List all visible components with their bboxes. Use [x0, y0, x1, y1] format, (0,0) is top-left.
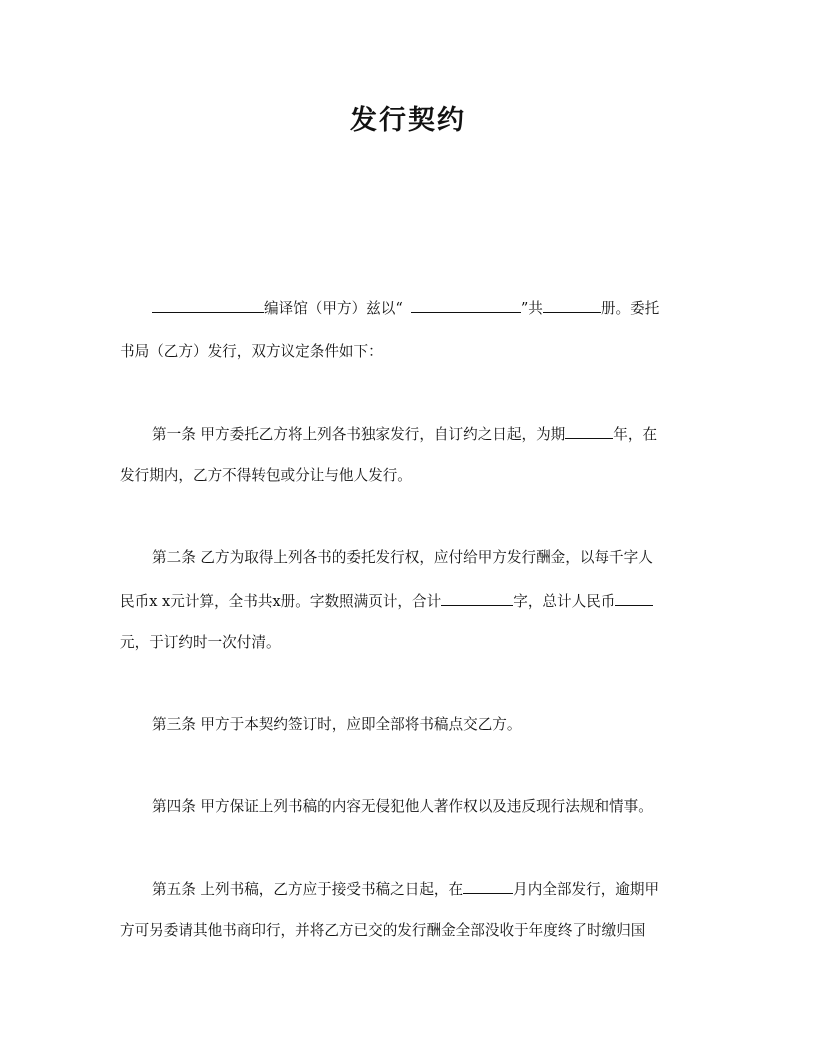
- blank-book-title: [411, 298, 521, 313]
- article-2-text-b: 字，总计人民币: [513, 593, 616, 610]
- article-2-line-1: 第二条 乙方为取得上列各书的委托发行权，应付给甲方发行酬金，以每千字人: [152, 549, 653, 566]
- preamble-text-a: 编译馆（甲方）兹以“: [264, 300, 403, 317]
- blank-months: [463, 879, 513, 894]
- article-1-line-2: 发行期内，乙方不得转包或分让与他人发行。: [120, 467, 412, 484]
- article-5-text-a: 第五条 上列书稿，乙方应于接受书稿之日起，在: [152, 881, 464, 898]
- article-3-line-1: 第三条 甲方于本契约签订时，应即全部将书稿点交乙方。: [152, 716, 522, 733]
- document-title: 发行契约: [350, 105, 466, 136]
- blank-total-amount: [615, 591, 653, 606]
- blank-word-count: [441, 591, 513, 606]
- preamble-line-1: [152, 298, 742, 319]
- blank-term-years: [565, 424, 613, 439]
- preamble-text-c: 册。委托: [600, 300, 660, 317]
- article-5-text-b: 月内全部发行，逾期甲: [513, 881, 660, 898]
- article-2-line-3: 元，于订约时一次付清。: [120, 634, 281, 651]
- article-1-text-b: 年，在: [613, 426, 658, 443]
- article-2-line-2: [120, 591, 710, 612]
- article-5-line-2: 方可另委请其他书商印行，并将乙方已交的发行酬金全部没收于年度终了时缴归国: [120, 922, 646, 939]
- preamble-line-2: 书局（乙方）发行，双方议定条件如下：: [120, 343, 383, 360]
- article-4-line-1: 第四条 甲方保证上列书稿的内容无侵犯他人著作权以及违反现行法规和情事。: [152, 798, 653, 815]
- article-1-line-1: [152, 424, 742, 445]
- blank-volume-count: [543, 298, 601, 313]
- article-5-line-1: [152, 879, 742, 900]
- article-1-text-a: 第一条 甲方委托乙方将上列各书独家发行，自订约之日起，为期: [152, 426, 566, 443]
- blank-publisher-name: [152, 298, 264, 313]
- preamble-text-b: ”共: [520, 300, 543, 317]
- article-2-text-a: 民币x x元计算，全书共x册。字数照满页计，合计: [120, 593, 442, 610]
